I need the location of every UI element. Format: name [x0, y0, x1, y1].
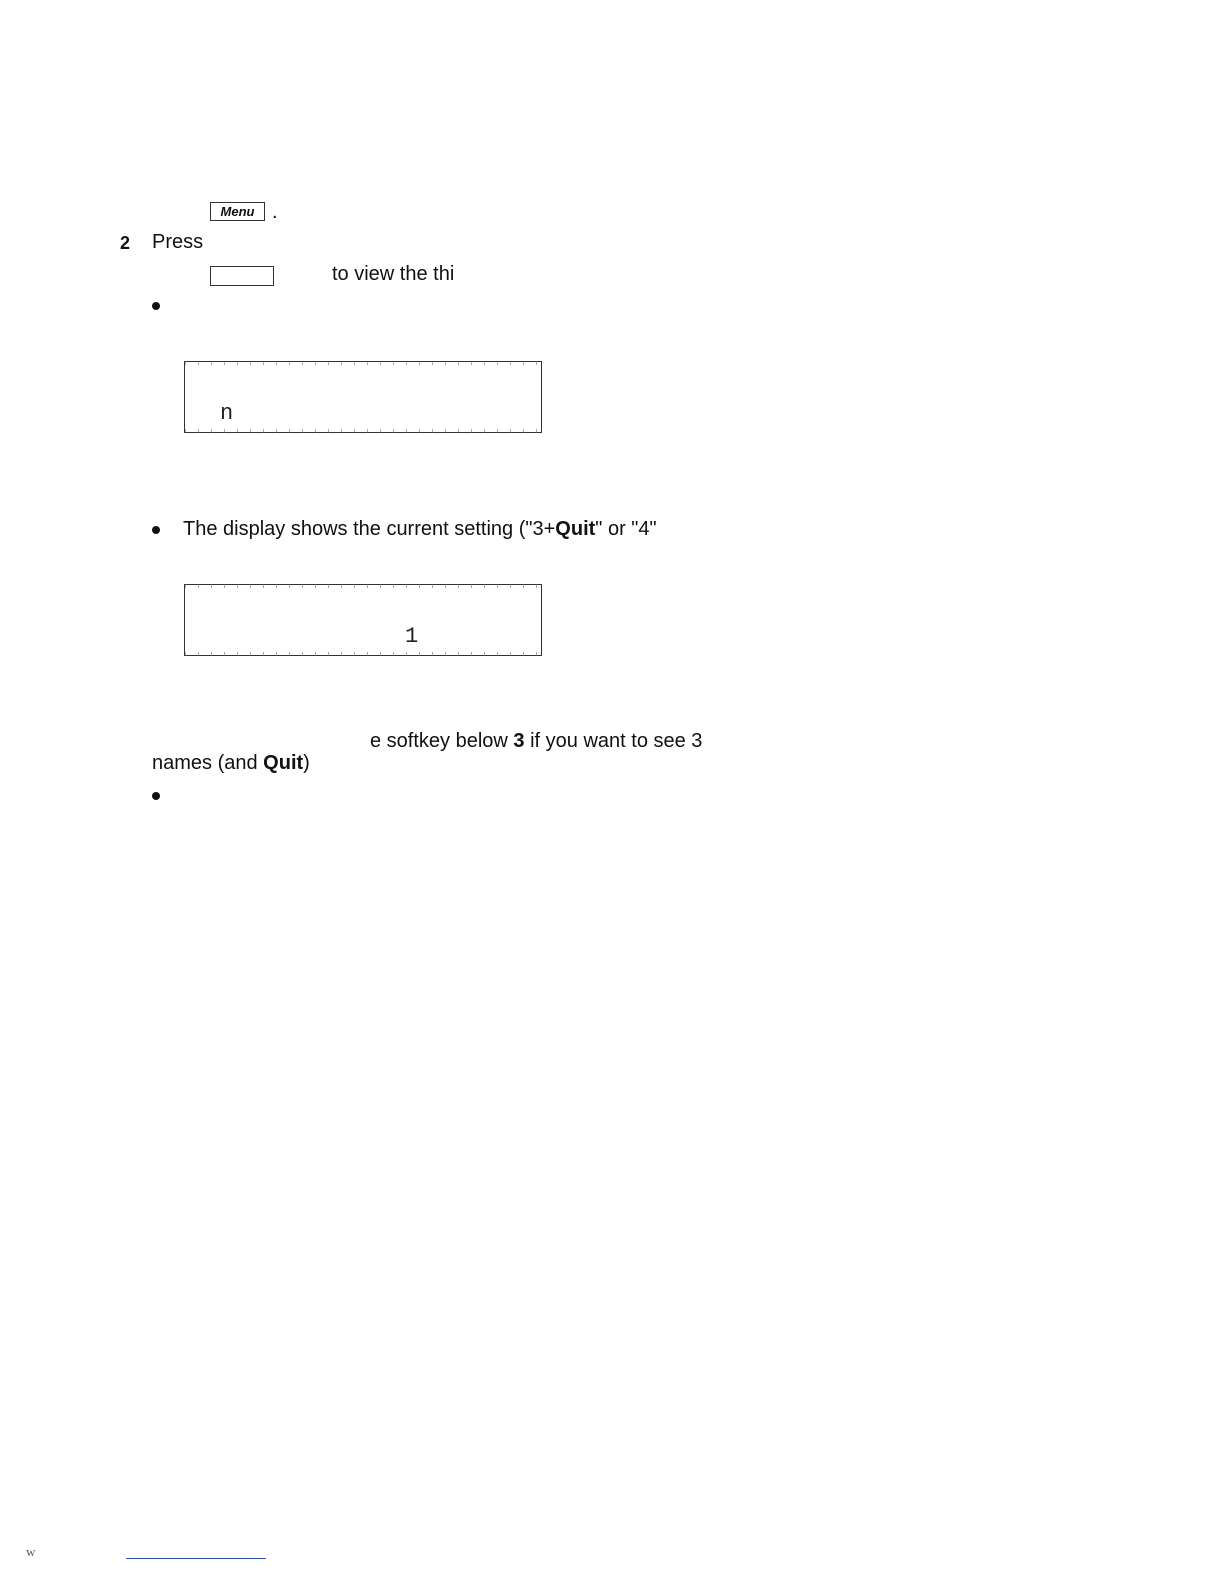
- menu-key[interactable]: [210, 202, 265, 221]
- display-setting-quit: Quit: [555, 518, 596, 540]
- softkey-tail: if you want to see 3: [524, 730, 703, 752]
- display-setting-text: [183, 517, 657, 541]
- menu-key-label: Menu: [220, 204, 255, 219]
- lcd-top-ticks: [185, 584, 541, 588]
- names-prefix: names (and: [152, 752, 264, 774]
- lcd-top-ticks: [185, 361, 541, 365]
- step-number: 2: [120, 233, 131, 253]
- bullet-point: [152, 526, 160, 534]
- bullet-point: [152, 302, 160, 310]
- view-text: to view the thi: [332, 263, 455, 285]
- step-press-text: Press: [152, 231, 204, 253]
- softkey-three: 3: [513, 730, 525, 752]
- names-suffix: ): [303, 752, 310, 774]
- names-line: [152, 751, 310, 775]
- menu-line-period: .: [272, 201, 278, 223]
- bullet-point: [152, 792, 160, 800]
- lcd-display-2: [184, 584, 542, 656]
- footer-mark: w: [26, 1544, 36, 1559]
- lcd-bottom-ticks: [185, 429, 541, 433]
- lcd-display-2-text: 1: [405, 624, 419, 649]
- footer-link-underline[interactable]: [126, 1558, 266, 1559]
- blank-key[interactable]: [210, 266, 274, 286]
- softkey-instruction: [370, 729, 702, 753]
- lcd-display-1: [184, 361, 542, 433]
- display-setting-intro: The display shows the current setting ("3+: [183, 518, 556, 540]
- softkey-fragment: e softkey below: [370, 730, 514, 752]
- names-quit: Quit: [263, 752, 304, 774]
- lcd-bottom-ticks: [185, 652, 541, 656]
- display-setting-tail: " or "4": [595, 518, 657, 540]
- lcd-display-1-text: n: [220, 401, 234, 426]
